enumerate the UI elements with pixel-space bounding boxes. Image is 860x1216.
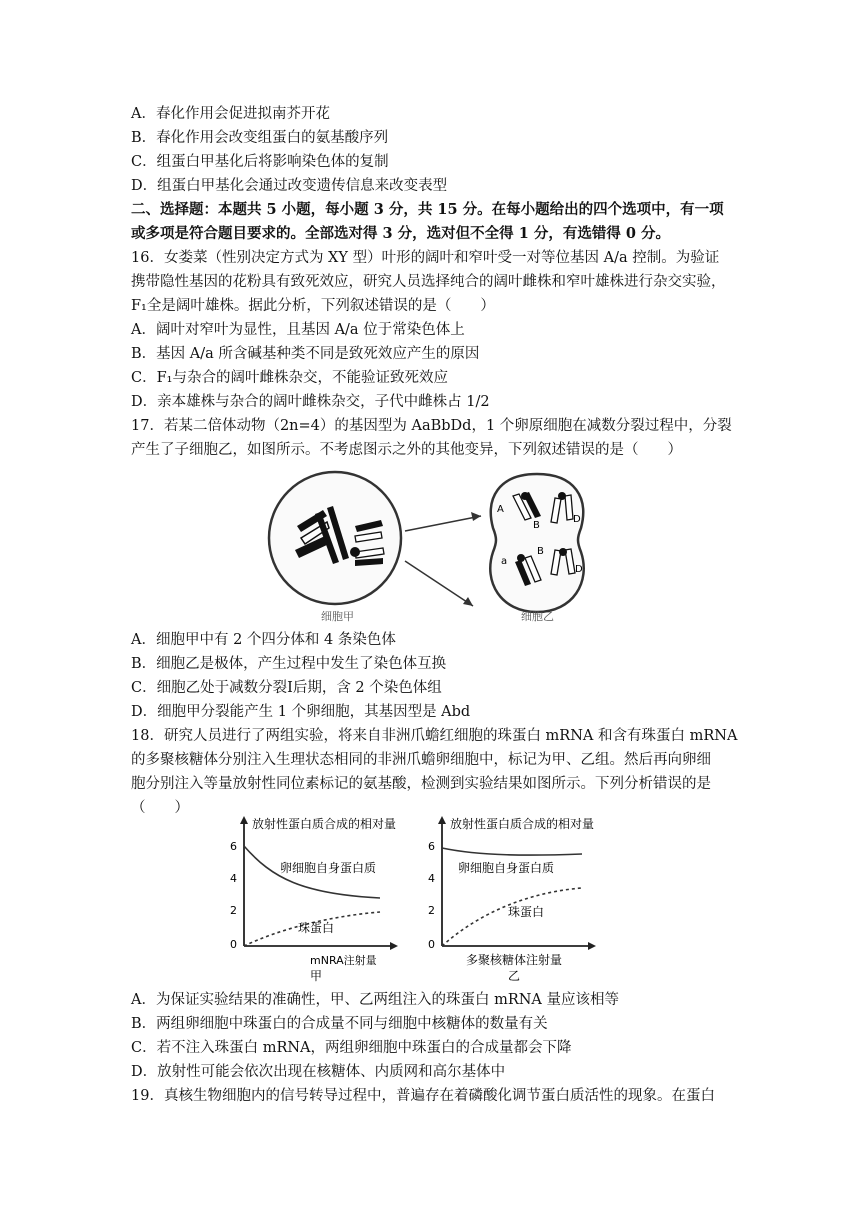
y-tick: 6 <box>428 840 435 853</box>
y-tick: 6 <box>230 840 237 853</box>
cell-yi-label: 细胞乙 <box>521 610 554 623</box>
text-line: B．细胞乙是极体，产生过程中发生了染色体互换 <box>131 656 447 672</box>
text-line: A．细胞甲中有 2 个四分体和 4 条染色体 <box>131 632 396 648</box>
text-line: 胞分别注入等量放射性同位素标记的氨基酸，检测到实验结果如图所示。下列分析错误的是 <box>131 776 711 792</box>
y-tick: 0 <box>230 938 237 951</box>
meiosis-figure <box>255 466 615 624</box>
curve-label: 珠蛋白 <box>508 905 545 919</box>
curve-label: 卵细胞自身蛋白质 <box>458 861 555 875</box>
x-axis-title: 多聚核糖体注射量 <box>466 953 563 967</box>
text-line: B．基因 A/a 所含碱基种类不同是致死效应产生的原因 <box>131 346 480 362</box>
y-tick: 2 <box>428 904 435 917</box>
text-line: 产生了子细胞乙，如图所示。不考虑图示之外的其他变异，下列叙述错误的是（ ） <box>131 442 682 458</box>
text-line: C．组蛋白甲基化后将影响染色体的复制 <box>131 154 389 170</box>
cell-jia-label: 细胞甲 <box>321 610 354 623</box>
text-line: 17．若某二倍体动物（2n=4）的基因型为 AaBbDd，1 个卵原细胞在减数分裂过程中，分裂 <box>131 418 732 434</box>
gene-label: B <box>537 546 544 557</box>
graph-yi <box>428 816 596 983</box>
text-line: D．亲本雄株与杂合的阔叶雌株杂交，子代中雌株占 1/2 <box>131 394 490 410</box>
section-heading: 或多项是符合题目要求的。全部选对得 3 分，选对但不全得 1 分，有选错得 0 分。 <box>131 225 671 242</box>
y-axis-title: 放射性蛋白质合成的相对量 <box>450 817 595 831</box>
graph-jia <box>230 816 398 983</box>
x-axis-title: mNRA注射量 <box>310 954 377 967</box>
graph-label: 乙 <box>508 969 521 983</box>
text-line: 携带隐性基因的花粉具有致死效应，研究人员选择纯合的阔叶雌株和窄叶雄株进行杂交实验， <box>131 274 726 290</box>
y-tick: 0 <box>428 938 435 951</box>
gene-label: D <box>573 514 581 525</box>
text-line: 18．研究人员进行了两组实验，将来自非洲爪蟾红细胞的珠蛋白 mRNA 和含有珠蛋白 mRNA <box>131 728 738 744</box>
text-line: 16．女娄菜（性别决定方式为 XY 型）叶形的阔叶和窄叶受一对等位基因 A/a 控制。为验证 <box>131 250 720 266</box>
text-line: A．阔叶对窄叶为显性，且基因 A/a 位于常染色体上 <box>131 322 465 338</box>
text-line: B．春化作用会改变组蛋白的氨基酸序列 <box>131 130 389 146</box>
y-tick: 4 <box>428 872 435 885</box>
text-line: D．组蛋白甲基化会通过改变遗传信息来改变表型 <box>131 178 448 194</box>
curve-label: 卵细胞自身蛋白质 <box>280 861 377 875</box>
curve-egg <box>442 848 582 855</box>
text-line: （ ） <box>131 800 189 816</box>
gene-label: B <box>533 520 540 531</box>
text-line: D．放射性可能会依次出现在核糖体、内质网和高尔基体中 <box>131 1064 506 1080</box>
gene-label: D <box>575 564 583 575</box>
section-heading: 二、选择题：本题共 5 小题，每小题 3 分，共 15 分。在每小题给出的四个选项中，有一项 <box>131 201 724 218</box>
text-line: A．春化作用会促进拟南芥开花 <box>131 106 330 122</box>
curve-label: 珠蛋白 <box>298 921 335 935</box>
y-tick: 4 <box>230 872 237 885</box>
y-tick: 2 <box>230 904 237 917</box>
graph-label: 甲 <box>310 969 323 983</box>
gene-label: A <box>497 504 504 515</box>
text-line: B．两组卵细胞中珠蛋白的合成量不同与细胞中核糖体的数量有关 <box>131 1016 548 1032</box>
text-line: A．为保证实验结果的准确性，甲、乙两组注入的珠蛋白 mRNA 量应该相等 <box>131 992 620 1008</box>
text-line: C．细胞乙处于减数分裂Ⅰ后期，含 2 个染色体组 <box>131 680 442 696</box>
text-line: C．若不注入珠蛋白 mRNA，两组卵细胞中珠蛋白的合成量都会下降 <box>131 1040 572 1056</box>
text-line: 19．真核生物细胞内的信号转导过程中，普遍存在着磷酸化调节蛋白质活性的现象。在蛋白 <box>131 1088 715 1104</box>
y-axis-title: 放射性蛋白质合成的相对量 <box>252 817 397 831</box>
text-line: C．F₁与杂合的阔叶雌株杂交，不能验证致死效应 <box>131 370 448 386</box>
text-line: 的多聚核糖体分别注入生理状态相同的非洲爪蟾卵细胞中，标记为甲、乙组。然后再向卵细 <box>131 752 711 768</box>
text-line: F₁全是阔叶雄株。据此分析，下列叙述错误的是（ ） <box>131 298 495 314</box>
protein-graphs <box>222 812 622 984</box>
text-line: D．细胞甲分裂能产生 1 个卵细胞，其基因型是 Abd <box>131 704 471 720</box>
gene-label: a <box>501 556 508 567</box>
